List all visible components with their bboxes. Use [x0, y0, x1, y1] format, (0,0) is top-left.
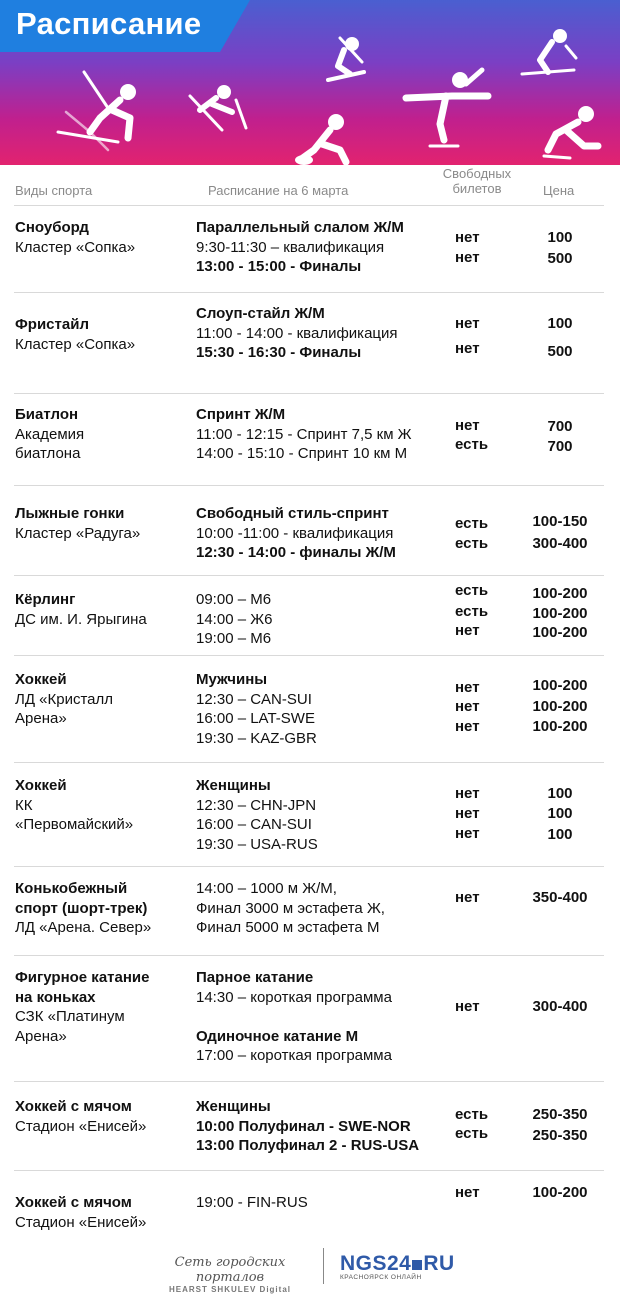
ticket-price: 100-200	[532, 624, 588, 641]
footer-divider	[323, 1248, 324, 1284]
schedule-line: 16:00 – CAN-SUI	[196, 816, 312, 833]
ticket-price: 700	[547, 418, 573, 435]
sport-cell	[15, 315, 135, 354]
figure-skater-icon	[406, 70, 488, 146]
venue-name: Кластер «Сопка»	[15, 238, 136, 256]
schedule-cell	[196, 670, 317, 748]
curler-icon	[295, 114, 346, 165]
tickets-available: нет	[455, 718, 480, 735]
schedule-line: 19:30 – USA-RUS	[196, 835, 318, 853]
tickets-available: нет	[455, 889, 480, 906]
tickets-available: есть	[455, 436, 489, 453]
portal-network-text: Сеть городских порталов	[174, 1255, 286, 1285]
sport-cell	[15, 504, 140, 543]
schedule-line: 17:00 – короткая программа	[196, 1047, 392, 1064]
schedule-cell	[196, 304, 398, 363]
venue-name: ЛД «Арена. Север»	[15, 919, 152, 936]
tickets-available: нет	[455, 417, 480, 434]
header-tickets-line1: Свободных	[442, 166, 512, 181]
row-divider	[14, 205, 604, 206]
schedule-cell	[196, 879, 385, 938]
tickets-available: есть	[455, 603, 489, 620]
sport-cell	[15, 590, 147, 629]
ticket-price: 100	[547, 826, 573, 843]
venue-name: Стадион «Енисей»	[15, 1213, 147, 1231]
sport-cell	[15, 218, 135, 257]
schedule-line: 16:00 – LAT-SWE	[196, 710, 315, 727]
venue-name: КК	[15, 796, 33, 814]
sport-name: Хоккей	[15, 777, 67, 794]
schedule-cell	[196, 504, 396, 563]
venue-name: Кластер «Радуга»	[15, 524, 141, 542]
ticket-price: 250-350	[532, 1127, 588, 1144]
header-sport: Виды спорта	[15, 183, 93, 198]
schedule-cell	[196, 218, 404, 277]
venue-name: «Первомайский»	[15, 816, 134, 833]
schedule-cell	[196, 405, 412, 464]
sport-name: спорт (шорт-трек)	[15, 899, 148, 917]
sport-name: Лыжные гонки	[15, 505, 125, 522]
tickets-available: нет	[455, 805, 480, 822]
schedule-cell	[196, 1097, 419, 1156]
schedule-line: 9:30-11:30 – квалификация	[196, 238, 385, 256]
tickets-available: нет	[455, 998, 480, 1015]
tickets-available: нет	[455, 1184, 480, 1201]
ticket-price: 100	[547, 805, 573, 822]
schedule-cell	[196, 590, 272, 649]
schedule-line: 13:00 - 15:00 - Финалы	[196, 258, 362, 275]
schedule-line: Женщины	[196, 777, 271, 794]
portal-network-logo	[140, 1255, 320, 1294]
schedule-line: 11:00 - 14:00 - квалификация	[196, 324, 398, 342]
sport-name: Хоккей с мячом	[15, 1098, 132, 1115]
schedule-cell	[196, 1193, 308, 1213]
ticket-price: 100-200	[532, 1184, 588, 1201]
tickets-available: нет	[455, 622, 480, 639]
schedule-line: 12:30 – CAN-SUI	[196, 690, 312, 708]
schedule-line: 11:00 - 12:15 - Спринт 7,5 км Ж	[196, 425, 412, 443]
ticket-price: 500	[547, 250, 573, 267]
sport-name: на коньках	[15, 988, 96, 1006]
venue-name: Арена»	[15, 1027, 67, 1045]
schedule-line: Финал 3000 м эстафета Ж,	[196, 899, 385, 917]
header-price: Цена	[543, 183, 575, 198]
sport-cell	[15, 879, 151, 938]
schedule-line: Параллельный слалом Ж/М	[196, 219, 404, 236]
tickets-available: есть	[455, 1125, 489, 1142]
venue-name: Академия	[15, 425, 85, 443]
venue-name: ЛД «Кристалл	[15, 690, 114, 708]
ticket-price: 100-200	[532, 677, 588, 694]
schedule-line: 10:00 -11:00 - квалификация	[196, 524, 394, 542]
venue-name: биатлона	[15, 445, 81, 462]
row-divider	[14, 292, 604, 293]
sport-name: Сноуборд	[15, 219, 89, 236]
schedule-line: 19:30 – KAZ-GBR	[196, 729, 317, 747]
page-title: Расписание	[16, 6, 202, 41]
sport-cell	[15, 968, 149, 1046]
sport-cell	[15, 670, 113, 729]
row-divider	[14, 575, 604, 576]
sport-name: Конькобежный	[15, 880, 128, 897]
row-divider	[14, 485, 604, 486]
schedule-line: Свободный стиль-спринт	[196, 505, 389, 522]
tickets-available: есть	[455, 1106, 489, 1123]
alpine-skier-icon	[58, 72, 136, 150]
schedule-line: Спринт Ж/М	[196, 406, 286, 423]
tickets-available: есть	[455, 535, 489, 552]
venue-name: Арена»	[15, 710, 67, 727]
sport-cell	[15, 1193, 146, 1232]
logo-dot-icon	[412, 1260, 422, 1270]
schedule-line: 12:30 – CHN-JPN	[196, 796, 317, 814]
venue-name: СЗК «Платинум	[15, 1008, 125, 1025]
snowboarder-icon	[328, 37, 364, 80]
schedule-line	[196, 1007, 392, 1027]
portal-owner-text: HEARST SHKULEV Digital	[168, 1285, 291, 1294]
speed-skater-icon	[544, 106, 598, 158]
sport-name: Хоккей с мячом	[15, 1194, 132, 1211]
ngs24-logo-domain: RU	[423, 1252, 455, 1275]
schedule-line: 15:30 - 16:30 - Финалы	[196, 344, 362, 361]
sport-cell	[15, 405, 84, 464]
tickets-available: нет	[455, 679, 480, 696]
schedule-line: 13:00 Полуфинал 2 - RUS-USA	[196, 1137, 420, 1154]
freestyle-skier-icon	[522, 29, 576, 74]
ticket-price: 500	[547, 343, 573, 360]
ticket-price: 100-200	[532, 718, 588, 735]
tickets-available: есть	[455, 515, 489, 532]
tickets-available: нет	[455, 229, 480, 246]
schedule-line: Мужчины	[196, 671, 268, 688]
tickets-available: нет	[455, 340, 480, 357]
ski-jumper-icon	[190, 85, 246, 130]
sport-name: Хоккей	[15, 671, 67, 688]
schedule-line: Парное катание	[196, 969, 314, 986]
ticket-price: 250-350	[532, 1106, 588, 1123]
schedule-line: 12:30 - 14:00 - финалы Ж/М	[196, 544, 396, 561]
ticket-price: 100-200	[532, 585, 588, 602]
row-divider	[14, 1081, 604, 1082]
ngs24-logo	[340, 1252, 455, 1281]
ngs24-logo-text: NGS24	[340, 1252, 412, 1275]
venue-name: Стадион «Енисей»	[15, 1117, 147, 1135]
row-divider	[14, 1170, 604, 1171]
row-divider	[14, 393, 604, 394]
ticket-price: 350-400	[532, 889, 588, 906]
schedule-line: 09:00 – М6	[196, 591, 272, 608]
ticket-price: 100	[547, 315, 573, 332]
schedule-line: Одиночное катание М	[196, 1027, 359, 1045]
schedule-cell	[196, 968, 392, 1066]
sport-cell	[15, 776, 133, 835]
sport-name: Биатлон	[15, 406, 79, 423]
sport-name: Кёрлинг	[15, 591, 76, 608]
sport-name: Фигурное катание	[15, 969, 150, 986]
ticket-price: 100-150	[532, 513, 588, 530]
header-tickets-line2: билетов	[452, 181, 502, 196]
venue-name: Кластер «Сопка»	[15, 335, 136, 353]
schedule-line: Слоуп-стайл Ж/М	[196, 305, 325, 322]
tickets-available: нет	[455, 249, 480, 266]
header-schedule: Расписание на 6 марта	[208, 183, 349, 198]
schedule-line: 19:00 – М6	[196, 630, 272, 647]
schedule-line: Женщины	[196, 1098, 271, 1115]
schedule-cell	[196, 776, 318, 854]
schedule-line: 19:00 - FIN-RUS	[196, 1194, 308, 1211]
row-divider	[14, 762, 604, 763]
header-banner	[0, 0, 620, 165]
ticket-price: 300-400	[532, 998, 588, 1015]
schedule-line: 10:00 Полуфинал - SWE-NOR	[196, 1117, 411, 1135]
sport-name: Фристайл	[15, 316, 89, 333]
header-tickets	[437, 166, 517, 196]
row-divider	[14, 866, 604, 867]
tickets-available: нет	[455, 315, 480, 332]
schedule-line: 14:30 – короткая программа	[196, 988, 392, 1006]
tickets-available: нет	[455, 698, 480, 715]
ticket-price: 100	[547, 229, 573, 246]
tickets-available: есть	[455, 582, 489, 599]
schedule-line: 14:00 - 15:10 - Спринт 10 км М	[196, 445, 408, 462]
row-divider	[14, 655, 604, 656]
tickets-available: нет	[455, 825, 480, 842]
ticket-price: 300-400	[532, 535, 588, 552]
schedule-line: 14:00 – Ж6	[196, 610, 273, 628]
ngs24-logo-subtitle: КРАСНОЯРСК ОНЛАЙН	[340, 1274, 422, 1281]
venue-name: ДС им. И. Ярыгина	[15, 610, 147, 628]
schedule-line: Финал 5000 м эстафета М	[196, 919, 380, 936]
sport-cell	[15, 1097, 146, 1136]
tickets-available: нет	[455, 785, 480, 802]
row-divider	[14, 955, 604, 956]
ticket-price: 100	[547, 785, 573, 802]
ticket-price: 100-200	[532, 605, 588, 622]
schedule-line: 14:00 – 1000 м Ж/М,	[196, 880, 337, 897]
ticket-price: 700	[547, 438, 573, 455]
ticket-price: 100-200	[532, 698, 588, 715]
